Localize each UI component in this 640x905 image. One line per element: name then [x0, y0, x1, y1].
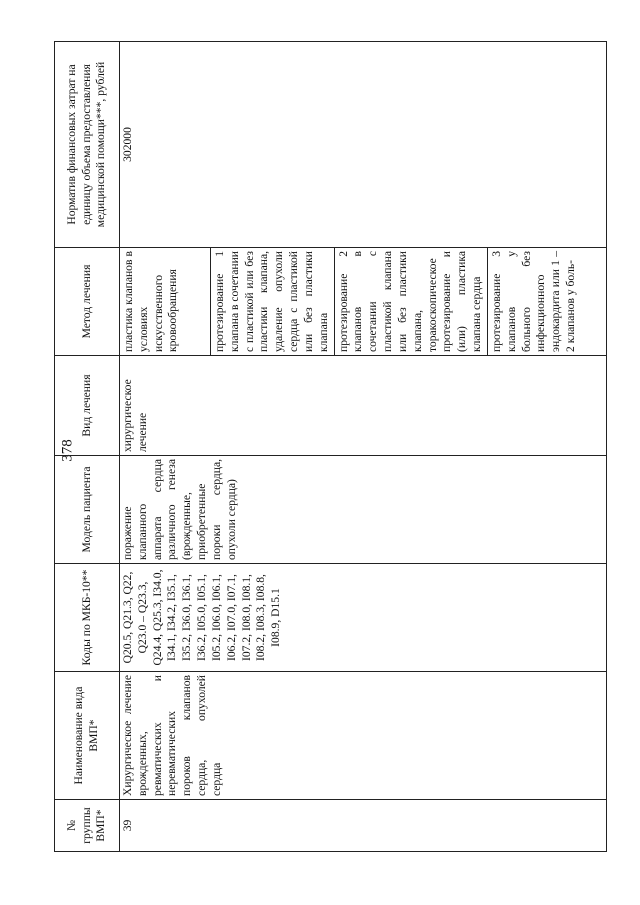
- header-codes: Коды по МКБ-10**: [55, 564, 120, 672]
- cell-cost: 302000: [120, 42, 607, 248]
- cell-method-1: пластика клапанов в условиях искусственного кровообращения: [120, 248, 211, 356]
- cell-method-2: протезирование 1 клапана в сочетании с пластикой или без пластики клапана, удаление опухоли сердца с пластикой или без пластики клапана: [211, 248, 335, 356]
- cell-name: Хирургическое лечение врожденных, ревматических и неревматических пороков клапанов сердца, опухолей сердца: [120, 672, 607, 800]
- cell-type: хирургическое лечение: [120, 356, 607, 456]
- header-cost: Норматив финансовых затрат на единицу объема предоставления медицинской помощи***, рублей: [55, 42, 120, 248]
- cell-method-4: протезирование 3 клапанов у больного без инфекционного эндокардита или 1 – 2 клапанов у боль-: [487, 248, 606, 356]
- rotated-table-container: [54, 42, 607, 852]
- header-method: Метод лечения: [55, 248, 120, 356]
- cell-group-no: 39: [120, 800, 607, 852]
- cell-method-3: протезирование 2 клапанов в сочетании с пластикой клапана или без пластики клапана, торакоскопическое протезирование и (или) пластика клапана сердца: [334, 248, 487, 356]
- header-type: Вид лечения: [55, 356, 120, 456]
- cell-codes: Q20.5, Q21.3, Q22, Q23.0 – Q23.3, Q24.4, Q25.3, I34.0, I34.1, I34.2, I35.1, I35.2, I36.0, I36.1, I36.2, I05.0, I05.1, I05.2, I06.0, I06.1, I06.2, I07.0, I07.1, I07.2, I08.0, I08.1, I08.2, I08.3, I08.8, I08.9, D15.1: [120, 564, 607, 672]
- header-model: Модель пациента: [55, 456, 120, 564]
- page-number: 378: [59, 439, 76, 462]
- cell-model: поражение клапанного аппарата сердца различного генеза (врожденные, приобретенные пороки сердца, опухоли сердца): [120, 456, 607, 564]
- table-header-row: [55, 42, 120, 852]
- vmp-table: [54, 41, 607, 852]
- table-row: [120, 42, 211, 852]
- header-name: Наименование вида ВМП*: [55, 672, 120, 800]
- header-group-no: № группы ВМП*: [55, 800, 120, 852]
